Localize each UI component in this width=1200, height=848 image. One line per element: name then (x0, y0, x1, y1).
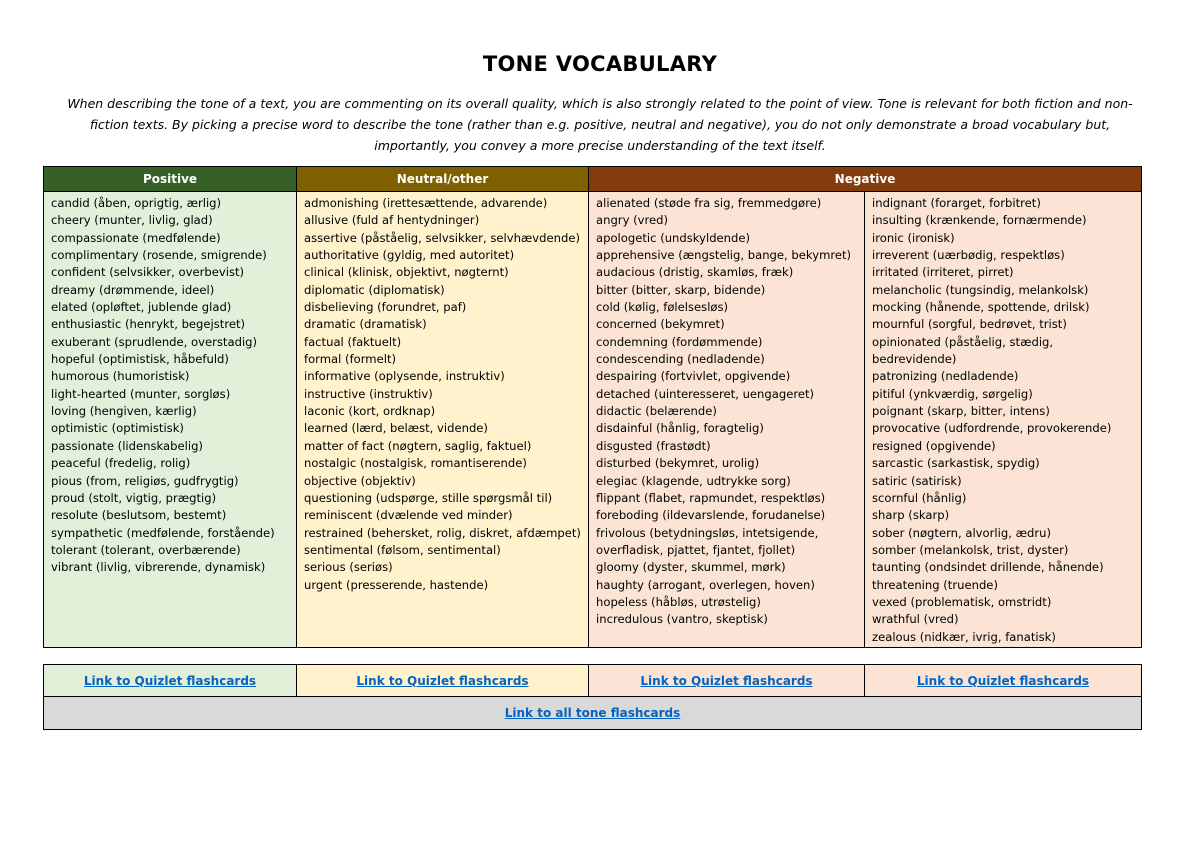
negative-word-list-1 (596, 195, 864, 629)
word-entry: irritated (irriteret, pirret) (872, 265, 1014, 280)
header-row (44, 167, 1142, 192)
vocabulary-table (43, 166, 1142, 648)
word-entry: hopeless (håbløs, utrøstelig) (596, 594, 761, 609)
header-negative: Negative (589, 167, 1142, 192)
word-entry: wrathful (vred) (872, 612, 959, 627)
all-tone-flashcards-link[interactable]: Link to all tone flashcards (504, 706, 681, 720)
neutral-quizlet-link[interactable]: Link to Quizlet flashcards (356, 673, 529, 688)
word-entry: learned (lærd, belæst, vidende) (304, 421, 488, 436)
word-entry: sympathetic (medfølende, forstående) (51, 525, 275, 540)
word-entry: bitter (bitter, skarp, bidende) (596, 282, 766, 297)
word-entry: scornful (hånlig) (872, 490, 967, 505)
word-entry: exuberant (sprudlende, overstadig) (51, 334, 258, 349)
word-entry: diplomatic (diplomatisk) (304, 282, 445, 297)
links-table (43, 664, 1142, 730)
word-entry: concerned (bekymret) (596, 317, 725, 332)
word-entry: objective (objektiv) (304, 473, 416, 488)
negative-column-2 (865, 192, 1142, 648)
word-entry: matter of fact (nøgtern, saglig, faktuel) (304, 438, 532, 453)
word-entry: restrained (behersket, rolig, diskret, afdæmpet) (304, 525, 581, 540)
word-entry: threatening (truende) (872, 577, 998, 592)
word-entry: apologetic (undskyldende) (596, 230, 751, 245)
word-entry: detached (uinteresseret, uengageret) (596, 386, 815, 401)
word-entry: reminiscent (dvælende ved minder) (304, 508, 513, 523)
word-entry: mocking (hånende, spottende, drilsk) (872, 300, 1090, 315)
word-entry: formal (formelt) (304, 352, 397, 367)
word-entry: elated (opløftet, jublende glad) (51, 300, 232, 315)
word-entry: light-hearted (munter, sorgløs) (51, 386, 231, 401)
word-entry: authoritative (gyldig, med autoritet) (304, 248, 515, 263)
word-entry: passionate (lidenskabelig) (51, 438, 203, 453)
word-entry: factual (faktuelt) (304, 334, 402, 349)
word-entry: angry (vred) (596, 213, 669, 228)
word-entry: optimistic (optimistisk) (51, 421, 184, 436)
word-entry: opinionated (påståelig, stædig, bedrevidende) (872, 334, 1054, 367)
word-entry: questioning (udspørge, stille spørgsmål til) (304, 490, 553, 505)
word-entry: candid (åben, oprigtig, ærlig) (51, 196, 222, 210)
word-entry: proud (stolt, vigtig, prægtig) (51, 490, 217, 505)
all-links-row (44, 697, 1142, 730)
negative-word-list-2 (872, 195, 1141, 646)
word-entry: admonishing (irettesættende, advarende) (304, 196, 548, 210)
word-entry: sarcastic (sarkastisk, spydig) (872, 456, 1040, 471)
neutral-word-list (304, 195, 588, 594)
positive-link-cell (44, 665, 297, 697)
word-entry: gloomy (dyster, skummel, mørk) (596, 560, 786, 575)
word-entry: disturbed (bekymret, urolig) (596, 456, 760, 471)
positive-word-list (51, 195, 296, 577)
negative-link-cell-1 (589, 665, 865, 697)
word-entry: despairing (fortvivlet, opgivende) (596, 369, 791, 384)
word-entry: assertive (påståelig, selvsikker, selvhævdende) (304, 230, 581, 245)
word-entry: condemning (fordømmende) (596, 334, 763, 349)
word-entry: insulting (krænkende, fornærmende) (872, 213, 1087, 228)
word-entry: clinical (klinisk, objektivt, nøgternt) (304, 265, 509, 280)
word-entry: flippant (flabet, rapmundet, respektløs) (596, 490, 826, 505)
word-entry: haughty (arrogant, overlegen, hoven) (596, 577, 815, 592)
word-entry: sentimental (følsom, sentimental) (304, 542, 501, 557)
word-entry: disdainful (hånlig, foragtelig) (596, 421, 764, 436)
word-entry: confident (selvsikker, overbevist) (51, 265, 245, 280)
word-entry: informative (oplysende, instruktiv) (304, 369, 505, 384)
word-entry: allusive (fuld af hentydninger) (304, 213, 480, 228)
word-entry: ironic (ironisk) (872, 230, 955, 245)
intro-paragraph: When describing the tone of a text, you are commenting on its overall quality, which is also strongly related to the point of view. Tone is relevant for both fiction and non-fiction texts. By picking a precise word to describe the tone (rather than e.g. positive, neutral and negative), you do not only demonstrate a broad vocabulary but, importantly, you convey a more precise understanding of the text itself. (67, 96, 1133, 153)
word-entry: humorous (humoristisk) (51, 369, 190, 384)
neutral-link-cell (297, 665, 589, 697)
word-entry: disgusted (frastødt) (596, 438, 711, 453)
negative-quizlet-link-1[interactable]: Link to Quizlet flashcards (640, 673, 813, 688)
word-entry: audacious (dristig, skamløs, fræk) (596, 265, 794, 280)
word-entry: complimentary (rosende, smigrende) (51, 248, 267, 263)
positive-column (44, 192, 297, 648)
word-entry: nostalgic (nostalgisk, romantiserende) (304, 456, 527, 471)
quizlet-links-row (44, 665, 1142, 697)
word-entry: elegiac (klagende, udtrykke sorg) (596, 473, 791, 488)
positive-quizlet-link[interactable]: Link to Quizlet flashcards (83, 673, 257, 688)
word-entry: compassionate (medfølende) (51, 230, 221, 245)
word-entry: patronizing (nedladende) (872, 369, 1019, 384)
word-entry: hopeful (optimistisk, håbefuld) (51, 352, 229, 367)
word-entry: tolerant (tolerant, overbærende) (51, 542, 241, 557)
word-entry: resolute (beslutsom, bestemt) (51, 508, 227, 523)
word-entry: poignant (skarp, bitter, intens) (872, 404, 1050, 419)
neutral-column (297, 192, 589, 648)
word-entry: cheery (munter, livlig, glad) (51, 213, 213, 228)
word-entry: loving (hengiven, kærlig) (51, 404, 197, 419)
word-entry: disbelieving (forundret, paf) (304, 300, 467, 315)
word-entry: zealous (nidkær, ivrig, fanatisk) (872, 629, 1056, 644)
word-entry: satiric (satirisk) (872, 473, 962, 488)
word-entry: frivolous (betydningsløs, intetsigende, overfladisk, pjattet, fjantet, fjollet) (596, 525, 819, 557)
header-neutral: Neutral/other (297, 167, 589, 192)
word-entry: peaceful (fredelig, rolig) (51, 456, 191, 471)
word-entry: dreamy (drømmende, ideel) (51, 282, 215, 297)
words-row (44, 192, 1142, 648)
word-entry: indignant (forarget, forbitret) (872, 196, 1041, 210)
word-entry: pious (from, religiøs, gudfrygtig) (51, 473, 239, 488)
word-entry: enthusiastic (henrykt, begejstret) (51, 317, 246, 332)
word-entry: melancholic (tungsindig, melankolsk) (872, 282, 1089, 297)
word-entry: incredulous (vantro, skeptisk) (596, 612, 768, 627)
word-entry: didactic (belærende) (596, 404, 717, 419)
word-entry: mournful (sorgful, bedrøvet, trist) (872, 317, 1067, 332)
word-entry: cold (kølig, følelsesløs) (596, 300, 729, 315)
word-entry: irreverent (uærbødig, respektløs) (872, 248, 1065, 263)
word-entry: sober (nøgtern, alvorlig, ædru) (872, 525, 1051, 540)
word-entry: serious (seriøs) (304, 560, 393, 575)
word-entry: sharp (skarp) (872, 508, 950, 523)
word-entry: provocative (udfordrende, provokerende) (872, 421, 1112, 436)
word-entry: vibrant (livlig, vibrerende, dynamisk) (51, 560, 266, 575)
word-entry: resigned (opgivende) (872, 438, 996, 453)
page-title: TONE VOCABULARY (482, 52, 718, 76)
header-positive: Positive (44, 167, 297, 192)
negative-link-cell-2 (865, 665, 1142, 697)
word-entry: foreboding (ildevarslende, forudanelse) (596, 508, 826, 523)
word-entry: somber (melankolsk, trist, dyster) (872, 542, 1069, 557)
negative-quizlet-link-2[interactable]: Link to Quizlet flashcards (916, 673, 1090, 688)
word-entry: apprehensive (ængstelig, bange, bekymret) (596, 248, 852, 263)
all-link-cell (44, 697, 1142, 730)
negative-column-1 (589, 192, 865, 648)
word-entry: pitiful (ynkværdig, sørgelig) (872, 386, 1033, 401)
word-entry: laconic (kort, ordknap) (304, 404, 436, 419)
word-entry: taunting (ondsindet drillende, hånende) (872, 560, 1104, 575)
word-entry: instructive (instruktiv) (304, 386, 433, 401)
word-entry: condescending (nedladende) (596, 352, 765, 367)
word-entry: urgent (presserende, hastende) (304, 577, 489, 592)
word-entry: alienated (støde fra sig, fremmedgøre) (596, 196, 822, 210)
word-entry: dramatic (dramatisk) (304, 317, 427, 332)
word-entry: vexed (problematisk, omstridt) (872, 594, 1052, 609)
